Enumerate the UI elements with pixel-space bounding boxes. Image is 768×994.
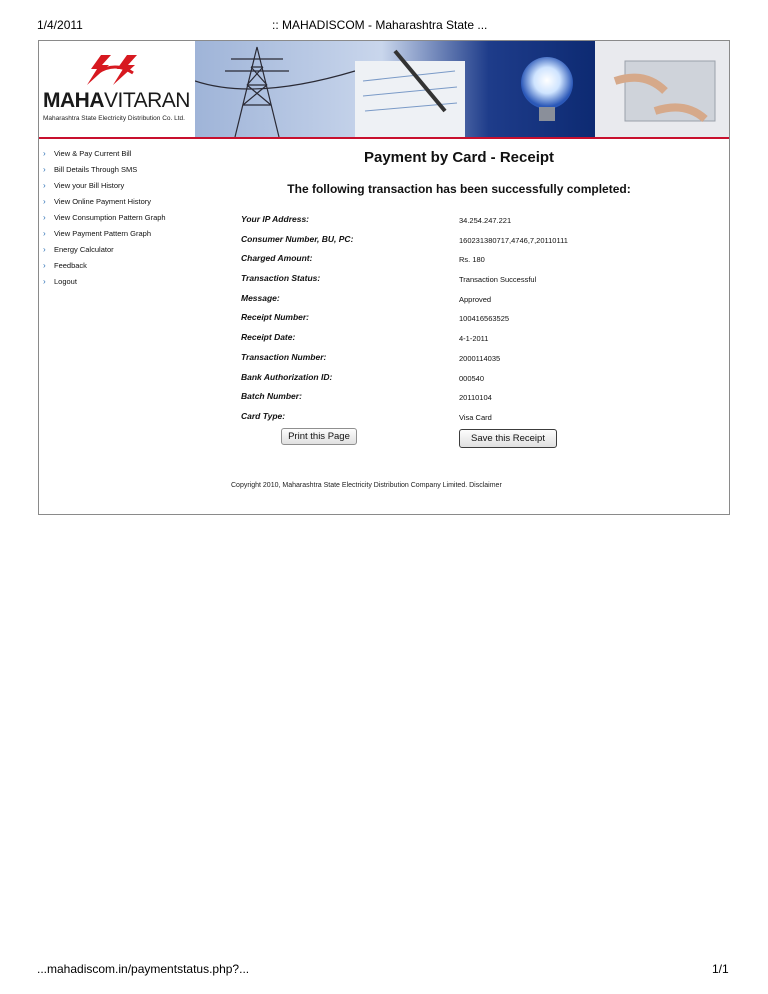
sidebar-nav [43, 145, 213, 289]
sidebar-item-label: View Online Payment History [54, 196, 151, 206]
row-value: 100416563525 [459, 314, 510, 324]
row-label: Bank Authorization ID: [241, 371, 333, 382]
sidebar-item-bill-details-sms[interactable] [43, 161, 213, 177]
header-banner [39, 41, 729, 137]
row-label: Receipt Date: [241, 332, 296, 343]
print-page-button[interactable]: Print this Page [281, 428, 357, 445]
receipt-row-ip-address [241, 211, 661, 231]
sidebar-item-consumption-graph[interactable] [43, 209, 213, 225]
sidebar-item-view-pay-current-bill[interactable] [43, 145, 213, 161]
header-collage-image [195, 41, 729, 137]
row-label: Card Type: [241, 410, 286, 421]
sidebar-item-label: Bill Details Through SMS [54, 164, 138, 174]
receipt-table [241, 211, 661, 428]
row-value: Transaction Successful [459, 275, 537, 285]
row-label: Transaction Number: [241, 351, 327, 362]
row-value: 2000114035 [459, 353, 501, 363]
print-page-count: 1/1 [712, 962, 729, 976]
row-label: Your IP Address: [241, 214, 310, 224]
receipt-row-consumer-number [241, 231, 661, 251]
row-value: Rs. 180 [459, 255, 485, 265]
receipt-row-card-type [241, 408, 661, 428]
receipt-row-transaction-number [241, 349, 661, 369]
row-label: Message: [241, 292, 280, 303]
row-label: Batch Number: [241, 391, 302, 402]
print-page-title: :: MAHADISCOM - Maharashtra State ... [272, 18, 488, 32]
print-url: ...mahadiscom.in/paymentstatus.php?... [37, 962, 250, 976]
receipt-row-bank-authorization-id [241, 369, 661, 389]
row-value: 20110104 [459, 393, 492, 403]
bullet-icon: › [43, 212, 46, 222]
bullet-icon: › [43, 260, 46, 270]
row-label: Consumer Number, BU, PC: [241, 233, 354, 244]
page-frame [38, 40, 730, 515]
row-value: Approved [459, 294, 492, 304]
receipt-row-batch-number [241, 388, 661, 408]
sidebar-item-label: View Payment Pattern Graph [54, 228, 151, 238]
row-value: 34.254.247.221 [459, 216, 512, 225]
logo [39, 41, 195, 137]
sidebar-item-label: Feedback [54, 260, 87, 270]
print-date: 1/4/2011 [37, 18, 83, 32]
row-value: 160231380717,4746,7,20110111 [459, 235, 568, 245]
bullet-icon: › [43, 276, 46, 286]
sidebar-item-feedback[interactable] [43, 257, 213, 273]
row-value: Visa Card [459, 412, 492, 422]
sidebar-item-online-payment-history[interactable] [43, 193, 213, 209]
row-label: Receipt Number: [241, 312, 310, 323]
sidebar-item-label: Energy Calculator [54, 244, 114, 254]
logo-maha: MAHA [43, 89, 104, 112]
receipt-row-receipt-date [241, 329, 661, 349]
receipt-row-charged-amount [241, 250, 661, 270]
success-message: The following transaction has been successfully completed: [287, 182, 631, 196]
copyright-text: Copyright 2010, Maharashtra State Electricity Distribution Company Limited. Disclaimer [231, 482, 502, 489]
logo-subtitle: Maharashtra State Electricity Distribution Co. Ltd. [43, 115, 185, 122]
sidebar-item-payment-graph[interactable] [43, 225, 213, 241]
sidebar-item-label: View & Pay Current Bill [54, 148, 132, 158]
sidebar-item-logout[interactable] [43, 273, 213, 289]
logo-vitaran: VITARAN [104, 89, 190, 112]
bullet-icon: › [43, 244, 46, 254]
page-title: Payment by Card - Receipt [363, 149, 555, 166]
sidebar-item-label: View Consumption Pattern Graph [54, 212, 166, 222]
bullet-icon: › [43, 228, 46, 238]
lightning-logo-icon [83, 53, 147, 87]
sidebar-item-label: View your Bill History [54, 180, 125, 190]
row-value: 000540 [459, 373, 485, 383]
sidebar-item-energy-calculator[interactable] [43, 241, 213, 257]
receipt-row-transaction-status [241, 270, 661, 290]
row-label: Charged Amount: [241, 253, 313, 264]
sidebar-item-label: Logout [54, 276, 77, 286]
sidebar-item-bill-history[interactable] [43, 177, 213, 193]
receipt-row-receipt-number [241, 309, 661, 329]
bullet-icon: › [43, 180, 46, 190]
bullet-icon: › [43, 164, 46, 174]
receipt-row-message [241, 290, 661, 310]
logo-wordmark [43, 89, 190, 113]
bullet-icon: › [43, 148, 46, 158]
save-receipt-button[interactable]: Save this Receipt [459, 429, 557, 448]
row-label: Transaction Status: [241, 273, 321, 284]
bullet-icon: › [43, 196, 46, 206]
row-value: 4-1-2011 [459, 334, 489, 344]
header-divider [39, 137, 729, 139]
